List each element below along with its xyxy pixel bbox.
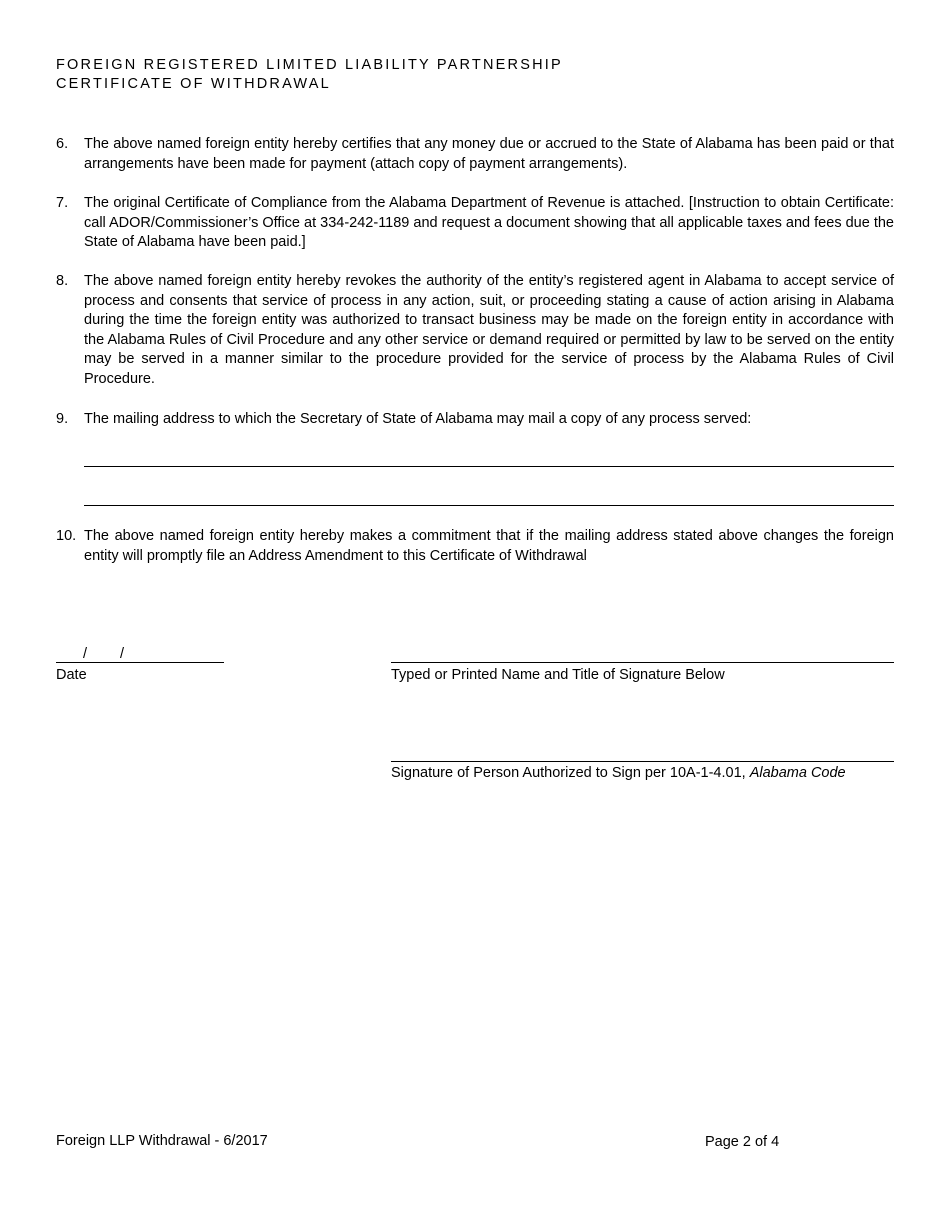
item-number: 7. bbox=[56, 195, 69, 211]
printed-name-label: Typed or Printed Name and Title of Signature Below bbox=[391, 667, 725, 683]
printed-name-line[interactable] bbox=[391, 662, 894, 663]
item-text: The original Certificate of Compliance from the Alabama Department of Revenue is attached. [Instruction to obtain Certificate: call ADOR/Commissioner’s Office at 334-242-1189 and request a document showing that all applicable taxes and fees due the State of Alabama have been paid.] bbox=[84, 195, 894, 251]
item-6 bbox=[56, 135, 894, 174]
item-8 bbox=[56, 272, 894, 390]
date-line[interactable] bbox=[56, 662, 224, 663]
item-number: 10. bbox=[56, 528, 77, 544]
item-number: 9. bbox=[56, 411, 69, 427]
form-identifier: Foreign LLP Withdrawal - 6/2017 bbox=[56, 1133, 268, 1149]
header-subtitle: CERTIFICATE OF WITHDRAWAL bbox=[56, 76, 331, 92]
item-number: 8. bbox=[56, 273, 69, 289]
item-text: The above named foreign entity hereby certifies that any money due or accrued to the State of Alabama has been paid or that arrangements have been made for payment (attach copy of payment arrangements). bbox=[84, 136, 894, 172]
item-7 bbox=[56, 194, 894, 253]
alabama-code-text: Alabama Code bbox=[749, 765, 846, 781]
item-number: 6. bbox=[56, 136, 69, 152]
header-title: FOREIGN REGISTERED LIMITED LIABILITY PARTNERSHIP bbox=[56, 57, 563, 73]
item-text: The mailing address to which the Secretary of State of Alabama may mail a copy of any process served: bbox=[84, 411, 752, 427]
item-text: The above named foreign entity hereby revokes the authority of the entity’s registered agent in Alabama to accept service of process and consents that service of process in any action, suit, or proceeding stating a cause of action arising in Alabama during the time the foreign entity was authorized to transact business may be made on the foreign entity in accordance with the Alabama Rules of Civil Procedure and any other service or demand required or permitted by law to be served on the entity may be served in a manner similar to the procedure provided for the service of process by the Alabama Rules of Civil Procedure. bbox=[84, 273, 894, 387]
item-9 bbox=[56, 410, 894, 430]
signature-label bbox=[391, 764, 846, 782]
mailing-address-line-2[interactable] bbox=[84, 505, 894, 506]
document-header bbox=[56, 56, 563, 94]
mailing-address-line-1[interactable] bbox=[84, 466, 894, 467]
item-text: The above named foreign entity hereby makes a commitment that if the mailing address stated above changes the foreign entity will promptly file an Address Amendment to this Certificate of Withdrawal bbox=[84, 528, 894, 564]
date-separator: / bbox=[120, 646, 125, 662]
page-number: Page 2 of 4 bbox=[705, 1134, 780, 1150]
date-separator: / bbox=[83, 646, 88, 662]
item-10 bbox=[56, 527, 894, 566]
signature-line[interactable] bbox=[391, 761, 894, 762]
date-label: Date bbox=[56, 667, 87, 683]
signature-label-text: Signature of Person Authorized to Sign per 10A-1-4.01, bbox=[391, 765, 750, 781]
